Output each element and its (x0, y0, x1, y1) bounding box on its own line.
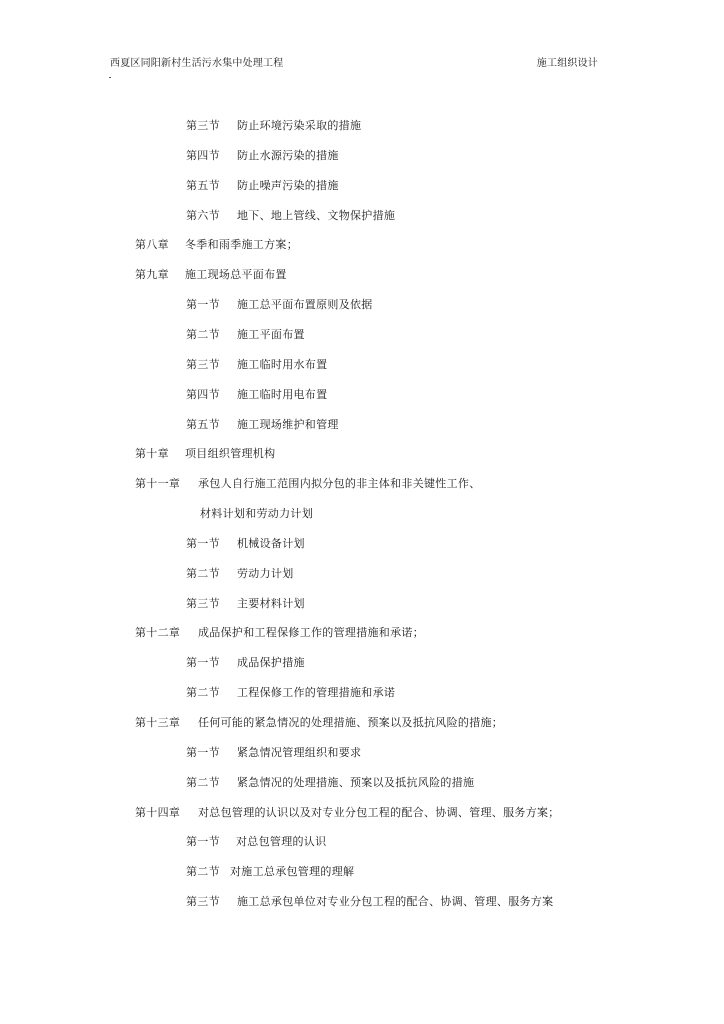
toc-title: 成品保护和工程保修工作的管理措施和承诺； (198, 626, 424, 639)
toc-label: 第十章 (135, 447, 169, 460)
toc-label: 第二节 (186, 776, 220, 789)
toc-label: 第八章 (135, 238, 169, 251)
toc-label: 第四节 (186, 149, 220, 162)
toc-title: 劳动力计划 (237, 567, 294, 580)
toc-title: 冬季和雨季施工方案； (185, 238, 298, 251)
toc-label: 第二节 (186, 567, 220, 580)
toc-title: 施工平面布置 (237, 328, 305, 341)
toc-title: 施工临时用电布置 (237, 388, 328, 401)
toc-title: 对总包管理的认识 (236, 835, 327, 848)
toc-label: 第三节 (186, 358, 220, 371)
toc-title: 任何可能的紧急情况的处理措施、预案以及抵抗风险的措施； (198, 716, 504, 729)
document-type: 施工组织设计 (536, 58, 598, 69)
toc-label: 第二节 (186, 865, 220, 878)
toc-label: 第五节 (186, 418, 220, 431)
toc-label: 第五节 (186, 179, 220, 192)
toc-label: 第一节 (186, 656, 220, 669)
toc-title: 项目组织管理机构 (185, 447, 276, 460)
toc-label: 第二节 (186, 686, 220, 699)
toc-label: 第十一章 (135, 477, 181, 490)
toc-label: 第三节 (186, 119, 220, 132)
toc-title: 对施工总承包管理的理解 (230, 865, 355, 878)
toc-label: 第三节 (186, 597, 220, 610)
toc-title: 防止水源污染的措施 (237, 149, 339, 162)
toc-label: 第十三章 (135, 716, 181, 729)
toc-label: 第二节 (186, 328, 220, 341)
toc-title: 承包人自行施工范围内拟分包的非主体和非关键性工作、 (198, 477, 481, 490)
toc-title: 机械设备计划 (237, 537, 305, 550)
toc-title: 主要材料计划 (237, 597, 305, 610)
toc-title: 成品保护措施 (237, 656, 305, 669)
toc-label: 第六节 (186, 209, 220, 222)
project-title: 西夏区同阳新村生活污水集中处理工程 (110, 58, 284, 69)
toc-title: 紧急情况的处理措施、预案以及抵抗风险的措施 (237, 776, 475, 789)
toc-title: 施工现场总平面布置 (185, 268, 287, 281)
toc-title: 紧急情况管理组织和要求 (237, 746, 362, 759)
toc-title: 防止环境污染采取的措施 (237, 119, 362, 132)
toc-title: 施工现场维护和管理 (237, 418, 339, 431)
toc-title: 施工总平面布置原则及依据 (237, 298, 373, 311)
toc-label: 第四节 (186, 388, 220, 401)
toc-title: 施工总承包单位对专业分包工程的配合、协调、管理、服务方案 (237, 895, 554, 908)
toc-title: 地下、地上管线、文物保护措施 (237, 209, 396, 222)
toc-title: 防止噪声污染的措施 (237, 179, 339, 192)
toc-label: 第十四章 (135, 806, 181, 819)
toc-label: 第一节 (186, 835, 220, 848)
toc-label: 第十二章 (135, 626, 181, 639)
toc-label: 第三节 (186, 895, 220, 908)
toc-title: 材料计划和劳动力计划 (200, 507, 313, 520)
toc-title: 对总包管理的认识以及对专业分包工程的配合、协调、管理、服务方案； (198, 806, 560, 819)
toc-label: 第一节 (186, 746, 220, 759)
toc-title: 施工临时用水布置 (237, 358, 328, 371)
toc-title: 工程保修工作的管理措施和承诺 (237, 686, 396, 699)
toc-label: 第九章 (135, 268, 169, 281)
toc-label: 第一节 (186, 537, 220, 550)
toc-label: 第一节 (186, 298, 220, 311)
